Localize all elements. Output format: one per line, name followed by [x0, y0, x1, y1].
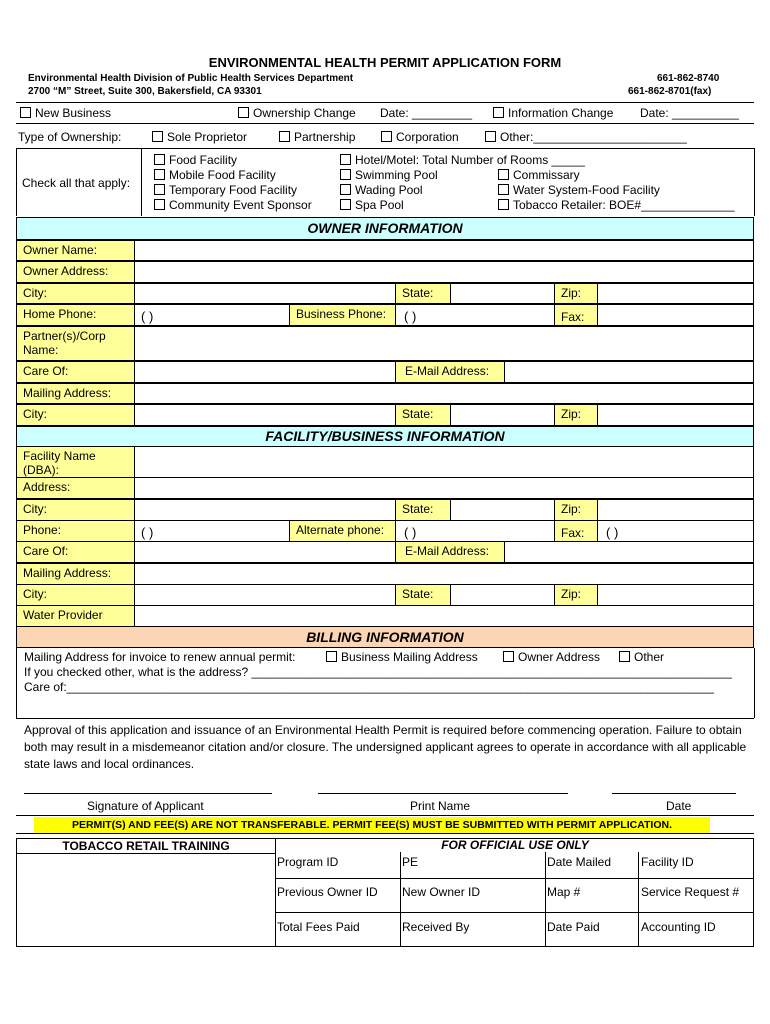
- facility-address-label: Address:: [16, 477, 135, 499]
- facility-id-field: Facility ID: [641, 855, 694, 869]
- fax-number: 661-862-8701(fax): [628, 86, 712, 97]
- partner-corp-label: Partner(s)/Corp Name:: [16, 326, 135, 361]
- pe-field: PE: [402, 855, 419, 869]
- tobacco-training-box[interactable]: [16, 838, 276, 947]
- other-ownership-option[interactable]: Other:_______________________: [485, 130, 687, 144]
- form-title: ENVIRONMENTAL HEALTH PERMIT APPLICATION FORM: [208, 55, 562, 70]
- spa-pool-option[interactable]: Spa Pool: [340, 198, 404, 212]
- owner-mailing-city-label: City:: [16, 404, 135, 426]
- facility-mailing-city-label: City:: [16, 584, 135, 606]
- swimming-pool-option[interactable]: Swimming Pool: [340, 168, 438, 182]
- checkbox-icon[interactable]: [326, 651, 337, 662]
- owner-address-label: Owner Address:: [16, 261, 135, 283]
- facility-zip-field[interactable]: [597, 499, 754, 521]
- checkbox-icon[interactable]: [340, 199, 351, 210]
- checkbox-icon[interactable]: [152, 131, 163, 142]
- facility-care-of-label: Care Of:: [16, 541, 135, 563]
- checkbox-icon[interactable]: [154, 184, 165, 195]
- alternate-phone-label: Alternate phone:: [289, 520, 396, 542]
- community-event-sponsor-option[interactable]: Community Event Sponsor: [154, 198, 312, 212]
- phone-number: 661-862-8740: [657, 73, 720, 84]
- mobile-food-facility-option[interactable]: Mobile Food Facility: [154, 168, 276, 182]
- date-mailed-field: Date Mailed: [547, 855, 612, 869]
- business-phone-label: Business Phone:: [289, 304, 396, 326]
- facility-phone-area-code: ( ): [141, 525, 154, 540]
- information-change-date[interactable]: Date: __________: [640, 106, 739, 120]
- owner-address-option[interactable]: Owner Address: [503, 650, 600, 664]
- facility-care-of-field[interactable]: [134, 541, 396, 563]
- billing-care-of-field[interactable]: Care of:_________________________________________________________________________________________________: [24, 680, 715, 694]
- owner-mailing-state-field[interactable]: [450, 404, 555, 426]
- facility-info-header: FACILITY/BUSINESS INFORMATION: [16, 426, 754, 447]
- checkbox-icon[interactable]: [340, 184, 351, 195]
- checkbox-icon[interactable]: [498, 184, 509, 195]
- business-phone-field[interactable]: [395, 304, 555, 326]
- owner-address-field[interactable]: [134, 261, 754, 283]
- owner-mailing-field[interactable]: [134, 383, 754, 404]
- department-name: Environmental Health Division of Public Health Services Department: [28, 73, 354, 84]
- owner-mailing-state-label: State:: [395, 404, 451, 426]
- facility-mailing-field[interactable]: [134, 563, 754, 585]
- owner-city-label: City:: [16, 283, 135, 304]
- received-by-field: Received By: [402, 920, 470, 934]
- owner-name-field[interactable]: [134, 240, 754, 261]
- alternate-phone-field[interactable]: [395, 520, 555, 542]
- facility-name-label: Facility Name (DBA):: [16, 446, 135, 478]
- home-phone-label: Home Phone:: [16, 304, 135, 326]
- owner-zip-field[interactable]: [597, 283, 754, 304]
- tobacco-training-title: TOBACCO RETAIL TRAINING: [17, 839, 275, 854]
- facility-state-field[interactable]: [450, 499, 555, 521]
- owner-email-label: E-Mail Address:: [395, 361, 505, 383]
- owner-mailing-zip-field[interactable]: [597, 404, 754, 426]
- owner-name-label: Owner Name:: [16, 240, 135, 261]
- billing-other-address-field[interactable]: If you checked other, what is the address? ________________________________________________________________________: [24, 665, 732, 679]
- owner-fax-label: Fax:: [554, 304, 598, 326]
- map-number-field: Map #: [547, 885, 581, 899]
- facility-name-field[interactable]: [134, 446, 754, 478]
- facility-fax-area-code: ( ): [606, 525, 619, 540]
- facility-state-label: State:: [395, 499, 451, 521]
- facility-city-label: City:: [16, 499, 135, 521]
- owner-info-header: OWNER INFORMATION: [16, 217, 754, 240]
- commissary-option[interactable]: Commissary: [498, 168, 580, 182]
- transfer-notice: PERMIT(S) AND FEE(S) ARE NOT TRANSFERABLE. PERMIT FEE(S) MUST BE SUBMITTED WITH PERMIT APPLICATION.: [34, 817, 710, 833]
- print-name-label: Print Name: [410, 799, 471, 813]
- partnership-option[interactable]: Partnership: [279, 130, 355, 144]
- ownership-change-date[interactable]: Date: _________: [380, 106, 473, 120]
- information-change-option[interactable]: Information Change: [493, 106, 613, 120]
- notice-row: [16, 815, 754, 834]
- facility-phone-field[interactable]: [134, 520, 290, 542]
- approval-statement: Approval of this application and issuance of an Environmental Health Permit is required before commencing operation. Failure to obtain both may result in a misdemeanor citation and/or closure. The undersigned applicant agrees to operate in accordance with all applicable state laws and local ordinances.: [24, 723, 747, 771]
- owner-state-field[interactable]: [450, 283, 555, 304]
- owner-mailing-zip-label: Zip:: [554, 404, 598, 426]
- home-phone-area-code: ( ): [141, 309, 154, 324]
- checkbox-icon[interactable]: [20, 107, 31, 118]
- checkbox-icon[interactable]: [493, 107, 504, 118]
- sole-proprietor-option[interactable]: Sole Proprietor: [152, 130, 247, 144]
- ownership-change-option[interactable]: Ownership Change: [238, 106, 356, 120]
- facility-mailing-city-field[interactable]: [134, 584, 396, 606]
- ownership-type-label: Type of Ownership:: [18, 130, 122, 144]
- owner-mailing-city-field[interactable]: [134, 404, 396, 426]
- checkbox-icon[interactable]: [498, 199, 509, 210]
- checkbox-icon[interactable]: [340, 154, 351, 165]
- tobacco-retailer-option[interactable]: Tobacco Retailer: BOE#______________: [498, 198, 735, 212]
- partner-corp-field[interactable]: [134, 326, 754, 361]
- facility-mailing-label: Mailing Address:: [16, 563, 135, 585]
- owner-care-of-field[interactable]: [134, 361, 396, 383]
- facility-fax-label: Fax:: [554, 520, 598, 542]
- date-line[interactable]: [612, 793, 736, 794]
- owner-care-of-label: Care Of:: [16, 361, 135, 383]
- signature-line[interactable]: [24, 793, 272, 794]
- program-id-field: Program ID: [277, 855, 339, 869]
- hotel-motel-option[interactable]: Hotel/Motel: Total Number of Rooms _____: [340, 153, 585, 167]
- facility-mailing-state-field[interactable]: [450, 584, 555, 606]
- checkbox-icon[interactable]: [154, 199, 165, 210]
- facility-mailing-state-label: State:: [395, 584, 451, 606]
- service-request-field: Service Request #: [641, 885, 740, 899]
- new-business-option[interactable]: New Business: [20, 106, 111, 120]
- checkbox-icon[interactable]: [485, 131, 496, 142]
- owner-state-label: State:: [395, 283, 451, 304]
- other-billing-option[interactable]: Other: [619, 650, 664, 664]
- facility-phone-label: Phone:: [16, 520, 135, 542]
- checkbox-icon[interactable]: [381, 131, 392, 142]
- water-provider-label: Water Provider: [16, 605, 135, 627]
- alternate-phone-area-code: ( ): [404, 525, 417, 540]
- checkbox-icon[interactable]: [154, 169, 165, 180]
- checkbox-icon[interactable]: [238, 107, 249, 118]
- wading-pool-option[interactable]: Wading Pool: [340, 183, 423, 197]
- corporation-option[interactable]: Corporation: [381, 130, 459, 144]
- check-all-label: Check all that apply:: [22, 176, 131, 190]
- accounting-id-field: Accounting ID: [641, 920, 716, 934]
- facility-mailing-zip-label: Zip:: [554, 584, 598, 606]
- department-address: 2700 “M” Street, Suite 300, Bakersfield, CA 93301: [28, 86, 262, 97]
- home-phone-field[interactable]: [134, 304, 290, 326]
- owner-email-field[interactable]: [504, 361, 754, 383]
- checkbox-icon[interactable]: [619, 651, 630, 662]
- print-name-line[interactable]: [318, 793, 568, 794]
- facility-address-field[interactable]: [134, 477, 754, 499]
- water-provider-field[interactable]: [134, 605, 754, 627]
- new-owner-id-field: New Owner ID: [402, 885, 481, 899]
- checkbox-icon[interactable]: [340, 169, 351, 180]
- food-facility-option[interactable]: Food Facility: [154, 153, 237, 167]
- facility-zip-label: Zip:: [554, 499, 598, 521]
- billing-info-header: BILLING INFORMATION: [16, 626, 754, 648]
- business-phone-area-code: ( ): [404, 309, 417, 324]
- total-fees-paid-field: Total Fees Paid: [277, 920, 360, 934]
- owner-fax-field[interactable]: [597, 304, 754, 326]
- signature-label: Signature of Applicant: [87, 799, 204, 813]
- official-use-title: FOR OFFICIAL USE ONLY: [441, 838, 589, 852]
- owner-mailing-label: Mailing Address:: [16, 383, 135, 404]
- temporary-food-facility-option[interactable]: Temporary Food Facility: [154, 183, 297, 197]
- checkbox-icon[interactable]: [498, 169, 509, 180]
- business-mailing-address-option[interactable]: Business Mailing Address: [326, 650, 478, 664]
- facility-email-field[interactable]: [504, 541, 754, 563]
- checkbox-icon[interactable]: [279, 131, 290, 142]
- water-system-option[interactable]: Water System-Food Facility: [498, 183, 660, 197]
- checkbox-icon[interactable]: [154, 154, 165, 165]
- facility-email-label: E-Mail Address:: [395, 541, 505, 563]
- facility-city-field[interactable]: [134, 499, 396, 521]
- checkbox-icon[interactable]: [503, 651, 514, 662]
- facility-mailing-zip-field[interactable]: [597, 584, 754, 606]
- facility-fax-field[interactable]: [597, 520, 754, 542]
- owner-city-field[interactable]: [134, 283, 396, 304]
- date-paid-field: Date Paid: [547, 920, 600, 934]
- billing-invoice-label: Mailing Address for invoice to renew annual permit:: [24, 650, 296, 664]
- date-label: Date: [666, 799, 692, 813]
- previous-owner-id-field: Previous Owner ID: [277, 885, 378, 899]
- owner-zip-label: Zip:: [554, 283, 598, 304]
